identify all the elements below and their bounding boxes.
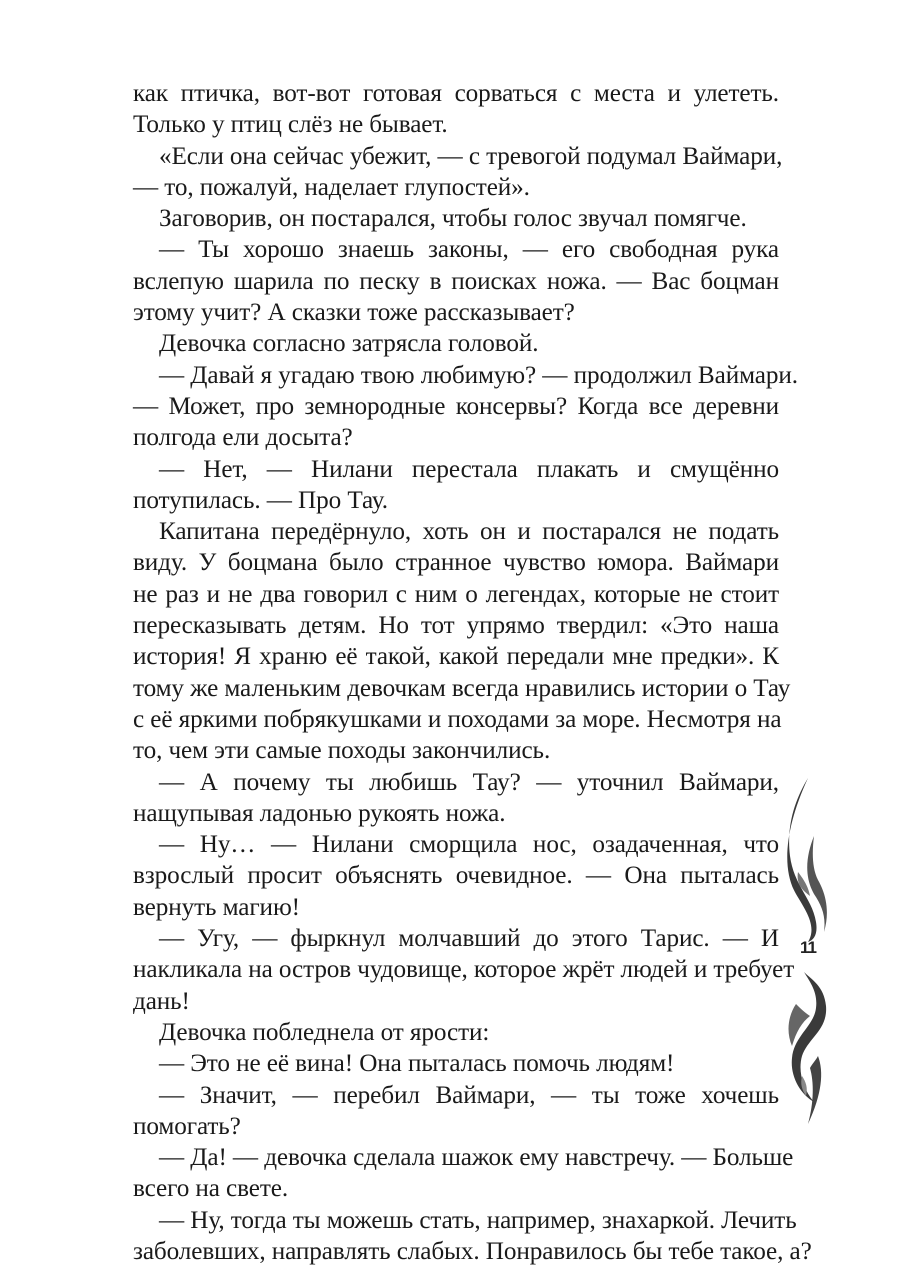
text-line: — Угу, — фыркнул молчавший до этого Тарис. — И xyxy=(159,925,779,953)
text-line: — то, пожалуй, наделает глупостей». xyxy=(133,173,530,201)
text-line: то, чем эти самые походы закончились. xyxy=(133,737,551,765)
text-line: — Ну… — Нилани сморщила нос, озадаченная, что xyxy=(159,831,779,859)
text-line: помогать? xyxy=(133,1112,241,1140)
text-line: нащупывая ладонью рукоять ножа. xyxy=(133,799,506,827)
text-line: полгода ели досыта? xyxy=(133,424,353,452)
text-line: — Ну, тогда ты можешь стать, например, знахаркой. Лечить xyxy=(159,1206,797,1234)
text-line: всего на свете. xyxy=(133,1175,289,1203)
text-line: вернуть магию! xyxy=(133,893,300,921)
text-line: — Да! — девочка сделала шажок ему навстречу. — Больше xyxy=(159,1144,794,1172)
text-line: тому же маленьким девочкам всегда нравились истории о Тау xyxy=(133,674,791,702)
text-line: история! Я храню её такой, какой передали мне предки». К xyxy=(133,643,779,671)
text-line: Только у птиц слёз не бывает. xyxy=(133,111,448,139)
text-line: не раз и не два говорил с ним о легендах, которые не стоит xyxy=(133,580,779,608)
text-line: потупилась. — Про Тау. xyxy=(133,486,388,514)
text-line: — Нет, — Нилани перестала плакать и смущённо xyxy=(159,455,779,483)
text-line: заболевших, направлять слабых. Понравилось бы тебе такое, а? xyxy=(133,1237,812,1265)
text-line: вслепую шарила по песку в поисках ножа. — Вас боцман xyxy=(133,267,779,295)
text-line: — А почему ты любишь Тау? — уточнил Ваймари, xyxy=(159,768,779,796)
text-line: Капитана передёрнуло, хоть он и постарался не подать xyxy=(159,518,779,546)
text-line: как птичка, вот-вот готовая сорваться с места и улететь. xyxy=(133,80,779,107)
text-line: дань! xyxy=(133,987,190,1015)
text-line: накликала на остров чудовище, которое жрёт людей и требует xyxy=(133,956,795,984)
page-number: 11 xyxy=(800,938,816,957)
text-line: виду. У боцмана было странное чувство юмора. Ваймари xyxy=(133,549,779,577)
text-line: — Ты хорошо знаешь законы, — его свободная рука xyxy=(159,236,779,264)
text-line: Девочка согласно затрясла головой. xyxy=(159,330,539,358)
text-line: — Может, про земнородные консервы? Когда все деревни xyxy=(133,392,779,420)
text-line: взрослый просит объяснять очевидное. — Она пыталась xyxy=(133,862,779,890)
text-line: Заговорив, он постарался, чтобы голос звучал помягче. xyxy=(159,205,747,233)
text-line: с её яркими побрякушками и походами за море. Несмотря на xyxy=(133,705,782,733)
text-line: Девочка побледнела от ярости: xyxy=(159,1018,490,1046)
text-line: — Это не её вина! Она пыталась помочь людям! xyxy=(159,1050,675,1078)
text-line: — Значит, — перебил Ваймари, — ты тоже хочешь xyxy=(159,1081,779,1109)
text-line: этому учит? А сказки тоже рассказывает? xyxy=(133,299,575,327)
text-line: «Если она сейчас убежит, — с тревогой подумал Ваймари, xyxy=(159,142,783,170)
text-line: пересказывать детям. Но тот упрямо твердил: «Это наша xyxy=(133,612,779,640)
text-line: — Давай я угадаю твою любимую? — продолжил Ваймари. xyxy=(159,361,798,389)
